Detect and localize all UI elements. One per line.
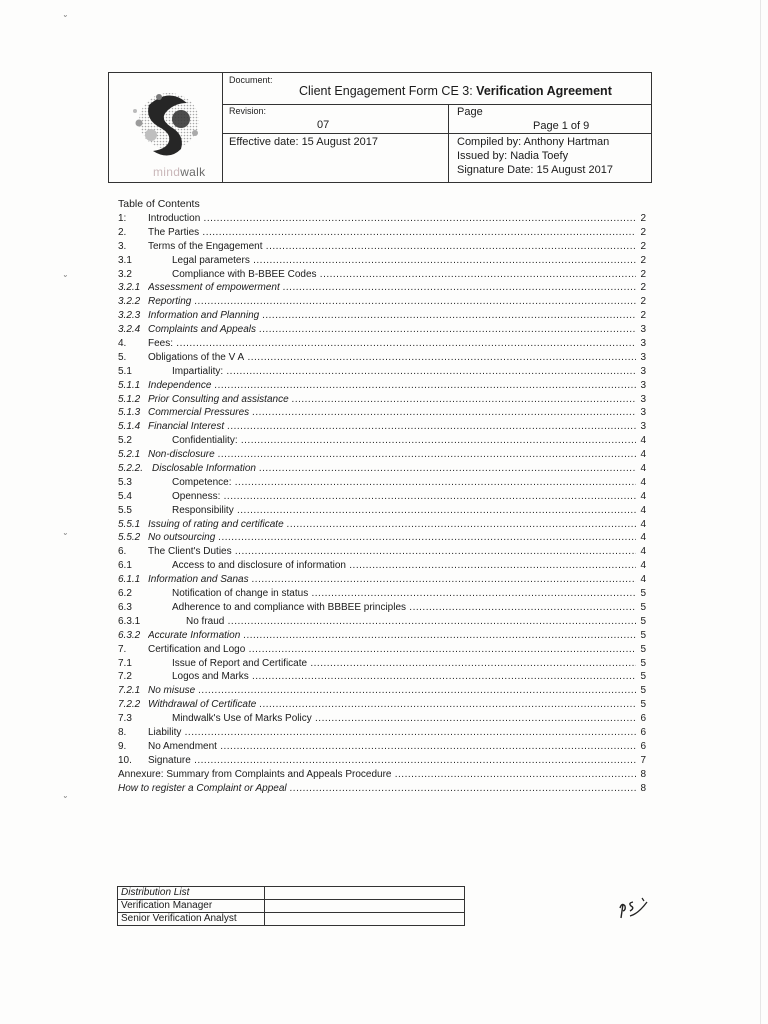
toc-entry-number: 6.3.2 <box>118 629 141 641</box>
toc-entry-number: 3.2.4 <box>118 324 141 336</box>
toc-entry-number: 8. <box>118 726 127 738</box>
toc-entry-number: 7.3 <box>118 713 132 725</box>
toc-entry-page: 3 <box>640 324 646 336</box>
toc-entry[interactable] <box>118 768 646 782</box>
toc-entry-title: Introduction ..... <box>148 212 636 226</box>
toc-entry-page: 8 <box>640 768 646 780</box>
toc-entry-page: 5 <box>640 699 646 711</box>
scan-speck: ˘ <box>64 795 67 805</box>
toc-entry-title: Confidentiality: ..... <box>172 434 636 448</box>
toc-entry-number: 5.2 <box>118 435 132 447</box>
toc-entry-number: 2. <box>118 226 127 238</box>
toc-entry[interactable] <box>118 351 646 365</box>
toc-entry[interactable] <box>118 268 646 282</box>
toc-entry-title: Signature ..... <box>148 754 636 768</box>
toc-entry[interactable] <box>118 476 646 490</box>
toc-entry-page: 4 <box>640 504 646 516</box>
toc-entry-page: 4 <box>640 546 646 558</box>
toc-entry-page: 3 <box>640 351 646 363</box>
toc-entry[interactable] <box>118 670 646 684</box>
toc-entry-number: 3.2.1 <box>118 282 141 294</box>
toc-entry-page: 6 <box>640 726 646 738</box>
toc-entry-page: 3 <box>640 393 646 405</box>
toc-entry-number: 6.1 <box>118 560 132 572</box>
toc-entry-page: 4 <box>640 560 646 572</box>
toc-entry-page: 2 <box>640 254 646 266</box>
toc-entry-page: 5 <box>640 588 646 600</box>
mindwalk-logo-icon <box>111 77 223 167</box>
toc-entry-number: 6.2 <box>118 588 132 600</box>
toc-entry-number: 3.1 <box>118 254 132 266</box>
toc-entry-page: 2 <box>640 240 646 252</box>
toc-entry-title: Assessment of empowerment ..... <box>148 281 636 295</box>
toc-entry-number: 5.4 <box>118 490 132 502</box>
toc-entry[interactable] <box>118 504 646 518</box>
toc-entry-page: 4 <box>640 532 646 544</box>
toc-entry-number: 5.5 <box>118 504 132 516</box>
toc-entry[interactable] <box>118 684 646 698</box>
toc-entry-title: No fraud ..... <box>186 615 636 629</box>
toc-entry-title: Logos and Marks ..... <box>172 670 636 684</box>
toc-entry-page: 5 <box>640 685 646 697</box>
toc-entry[interactable] <box>118 615 646 629</box>
title-bold: Verification Agreement <box>476 84 612 98</box>
toc-entry-number: 6.3.1 <box>118 615 141 627</box>
toc-entry-title: Withdrawal of Certificate ..... <box>148 698 636 712</box>
toc-entry[interactable] <box>118 643 646 657</box>
distribution-title: Distribution List <box>118 887 265 900</box>
toc-entry-number: 6.1.1 <box>118 574 141 586</box>
toc-entry-number: 7.2.2 <box>118 699 141 711</box>
toc-entry-number: 3.2.3 <box>118 310 141 322</box>
toc-entry-page: 4 <box>640 435 646 447</box>
scan-speck: ˘ <box>64 14 67 24</box>
toc-entry-page: 3 <box>640 407 646 419</box>
toc-entry-number: 5.5.2 <box>118 532 141 544</box>
toc-entry-page: 4 <box>640 574 646 586</box>
toc-entry[interactable] <box>118 309 646 323</box>
toc-entry-number: 5.1.4 <box>118 421 141 433</box>
toc-entry-title: Competence: ..... <box>172 476 636 490</box>
revision-value: 07 <box>317 119 330 131</box>
toc-entry-page: 5 <box>640 615 646 627</box>
toc-entry-page: 4 <box>640 518 646 530</box>
toc-entry-title: Legal parameters ..... <box>172 254 636 268</box>
toc-entry-page: 5 <box>640 601 646 613</box>
signature-date: Signature Date: 15 August 2017 <box>457 164 613 176</box>
toc-entry[interactable] <box>118 573 646 587</box>
toc-entry[interactable] <box>118 295 646 309</box>
toc-entry-title: Liability ..... <box>148 726 636 740</box>
toc-entry[interactable] <box>118 712 646 726</box>
toc-entry-title: Prior Consulting and assistance ..... <box>148 393 636 407</box>
toc-title: Table of Contents <box>118 198 200 210</box>
toc-entry-page: 7 <box>640 754 646 766</box>
distribution-cell-empty <box>265 913 465 926</box>
toc-entry-title: Access to and disclosure of information ..... <box>172 559 636 573</box>
toc-entry-number: 3.2.2 <box>118 296 141 308</box>
handwritten-initials <box>616 894 650 920</box>
page-value: Page 1 of 9 <box>533 120 590 132</box>
toc-entry-number: 7.2.1 <box>118 685 141 697</box>
compiled-by: Compiled by: Anthony Hartman <box>457 136 610 148</box>
toc-entry-number: 1: <box>118 213 127 224</box>
toc-entry-title: No Amendment ..... <box>148 740 636 754</box>
compiled-cell <box>449 134 651 182</box>
document-header-table <box>108 72 652 183</box>
toc-entry-number: 5.1.2 <box>118 393 141 405</box>
toc-entry-page: 3 <box>640 379 646 391</box>
toc-entry[interactable] <box>118 587 646 601</box>
toc-entry-number: 9. <box>118 740 127 752</box>
toc-entry-title: Compliance with B-BBEE Codes ..... <box>172 268 636 282</box>
toc-entry-title: Openness: ..... <box>172 490 636 504</box>
distribution-row-label: Senior Verification Analyst <box>118 913 265 926</box>
toc-entry-page: 6 <box>640 740 646 752</box>
toc-entry[interactable] <box>118 323 646 337</box>
toc-entry[interactable] <box>118 782 646 796</box>
toc-entry-page: 2 <box>640 213 646 224</box>
toc-entry-page: 2 <box>640 268 646 280</box>
toc-entry-number: 5. <box>118 351 127 363</box>
toc-entry[interactable] <box>118 393 646 407</box>
toc-entry-page: 5 <box>640 671 646 683</box>
toc-entry-number: 5.3 <box>118 476 132 488</box>
toc-entry[interactable] <box>118 601 646 615</box>
toc-entry-title: No misuse ..... <box>148 684 636 698</box>
toc-entry-title: Annexure: Summary from Complaints and Appeals Procedure ..... <box>118 768 636 782</box>
distribution-cell-empty <box>265 887 465 900</box>
toc-entry-title: Responsibility ..... <box>172 504 636 518</box>
toc-entry[interactable] <box>118 629 646 643</box>
toc-entry-number: 5.2.1 <box>118 449 141 461</box>
toc-entry-number: 6.3 <box>118 601 132 613</box>
toc-entry-title: Information and Sanas ..... <box>148 573 636 587</box>
toc-entry-title: The Parties ..... <box>148 226 636 240</box>
toc-entry[interactable] <box>118 406 646 420</box>
toc-entry[interactable] <box>118 281 646 295</box>
toc-entry[interactable] <box>118 337 646 351</box>
logo-wordmark <box>153 165 205 179</box>
toc-entry-number: 7.2 <box>118 671 132 683</box>
issued-by: Issued by: Nadia Toefy <box>457 150 569 162</box>
toc-entry-title: Information and Planning ..... <box>148 309 636 323</box>
toc-entry-title: Independence ..... <box>148 379 636 393</box>
toc-entry-number: 7.1 <box>118 657 132 669</box>
toc-entry-number: 3.2 <box>118 268 132 280</box>
toc-entry[interactable] <box>118 226 646 240</box>
toc-entry-title: Commercial Pressures ..... <box>148 406 636 420</box>
distribution-list-table <box>117 886 465 926</box>
logo-text-dark: walk <box>180 165 206 179</box>
toc-entry-page: 5 <box>640 643 646 655</box>
toc-entry-title: Complaints and Appeals ..... <box>148 323 636 337</box>
toc-entry-page: 3 <box>640 338 646 350</box>
toc-entry[interactable] <box>118 657 646 671</box>
toc-entry[interactable] <box>118 698 646 712</box>
toc-entry-page: 2 <box>640 226 646 238</box>
toc-entry[interactable] <box>118 726 646 740</box>
effective-date: Effective date: 15 August 2017 <box>229 136 379 148</box>
toc-entry-title: How to register a Complaint or Appeal ..... <box>118 782 636 796</box>
toc-entry[interactable] <box>118 379 646 393</box>
logo-text-light: mind <box>153 165 181 179</box>
toc-entry-number: 10. <box>118 754 132 766</box>
toc-entry[interactable] <box>118 545 646 559</box>
toc-entry-page: 8 <box>640 782 646 794</box>
toc-entry[interactable] <box>118 740 646 754</box>
toc-entry[interactable] <box>118 254 646 268</box>
toc-entry-title: Terms of the Engagement ..... <box>148 240 636 254</box>
toc-entry-title: Accurate Information ..... <box>148 629 636 643</box>
page-label: Page <box>457 106 483 118</box>
toc-entry-page: 5 <box>640 629 646 641</box>
scan-speck: ˘ <box>64 274 67 284</box>
toc-entry[interactable] <box>118 448 646 462</box>
toc-entry[interactable] <box>118 559 646 573</box>
toc-entry-page: 2 <box>640 310 646 322</box>
toc-entry-title: Impartiality: ..... <box>172 365 636 379</box>
toc-entry-number: 3. <box>118 240 127 252</box>
initials-signature-icon <box>616 894 650 920</box>
toc-entry-page: 3 <box>640 365 646 377</box>
toc-entry[interactable] <box>118 490 646 504</box>
toc-entry-number: 6. <box>118 546 127 558</box>
revision-label: Revision: <box>229 106 267 116</box>
distribution-row-label: Verification Manager <box>118 900 265 913</box>
toc-entry[interactable] <box>118 754 646 768</box>
toc-entry-title: Financial Interest ..... <box>148 420 636 434</box>
logo-cell <box>109 73 223 182</box>
toc-entry[interactable] <box>118 531 646 545</box>
toc-entry[interactable] <box>118 434 646 448</box>
toc-entry-number: 5.5.1 <box>118 518 141 530</box>
toc-entry[interactable] <box>118 240 646 254</box>
toc-entry-page: 2 <box>640 282 646 294</box>
toc-entry[interactable] <box>118 365 646 379</box>
toc-entry-number: 5.1.1 <box>118 379 141 391</box>
toc-entry-title: Issuing of rating and certificate ..... <box>148 518 636 532</box>
toc-entry[interactable] <box>118 462 646 476</box>
toc-entry-page: 4 <box>640 463 646 475</box>
toc-entry-title: The Client's Duties ..... <box>148 545 636 559</box>
toc-entry-title: Fees: ..... <box>148 337 636 351</box>
toc-entry-title: Certification and Logo ..... <box>148 643 636 657</box>
toc-entry-page: 4 <box>640 490 646 502</box>
toc-entry-title: Obligations of the V A ..... <box>148 351 636 365</box>
toc-entry-title: Adherence to and compliance with BBBEE principles ..... <box>172 601 636 615</box>
toc-entry[interactable] <box>118 518 646 532</box>
scan-speck: ˘ <box>64 532 67 542</box>
toc-entry-title: No outsourcing ..... <box>148 531 636 545</box>
toc-entry-title: Mindwalk's Use of Marks Policy ..... <box>172 712 636 726</box>
toc-entry[interactable] <box>118 420 646 434</box>
effective-date-cell <box>223 134 449 182</box>
toc-entry-page: 2 <box>640 296 646 308</box>
toc-entry-number: 5.2.2. <box>118 463 144 475</box>
toc-entry-number: 7. <box>118 643 127 655</box>
toc-entry-page: 3 <box>640 421 646 433</box>
toc-entry-page: 6 <box>640 713 646 725</box>
distribution-cell-empty <box>265 900 465 913</box>
toc-entry-title: Non-disclosure ..... <box>148 448 636 462</box>
page-cell <box>449 105 651 134</box>
document-label: Document: <box>229 75 273 85</box>
toc-entry-title: Reporting ..... <box>148 295 636 309</box>
toc-entry-page: 4 <box>640 476 646 488</box>
document-title-cell <box>223 73 651 105</box>
page-edge-line <box>760 0 761 1024</box>
toc-entry-page: 5 <box>640 657 646 669</box>
toc-entry-title: Disclosable Information ..... <box>152 462 636 476</box>
toc-entry-title: Notification of change in status ..... <box>172 587 636 601</box>
document-title <box>299 84 612 98</box>
revision-cell <box>223 105 449 134</box>
table-of-contents <box>118 212 646 795</box>
toc-entry-number: 4. <box>118 338 127 350</box>
toc-entry-number: 5.1.3 <box>118 407 141 419</box>
toc-entry-page: 4 <box>640 449 646 461</box>
toc-entry[interactable] <box>118 212 646 226</box>
title-plain: Client Engagement Form CE 3: <box>299 84 477 98</box>
toc-entry-title: Issue of Report and Certificate ..... <box>172 657 636 671</box>
toc-entry-number: 5.1 <box>118 365 132 377</box>
